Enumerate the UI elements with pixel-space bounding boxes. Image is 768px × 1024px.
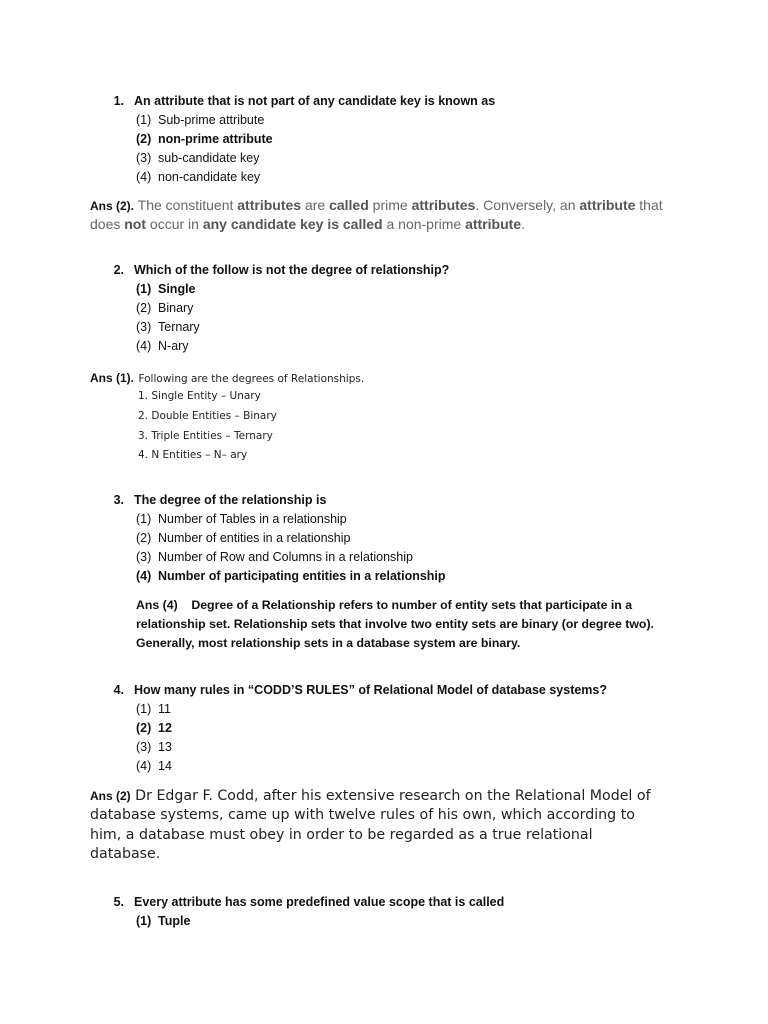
option-text: Single <box>158 282 196 296</box>
question-number: 3. <box>113 493 124 507</box>
answer-label: Ans (2). <box>90 199 135 213</box>
question-number: 1. <box>113 94 124 108</box>
option-number: (4) <box>136 170 152 184</box>
answer-list-item: 3. Triple Entities – Ternary <box>138 430 273 442</box>
question-3 <box>104 493 326 507</box>
option-text: Ternary <box>158 320 200 334</box>
option-text: Number of Tables in a relationship <box>158 512 347 526</box>
answer-text: called <box>329 197 369 213</box>
option-number: (3) <box>136 151 152 165</box>
option-number: (3) <box>136 320 152 334</box>
question-number: 5. <box>113 895 124 909</box>
answer-4-line <box>90 787 651 805</box>
option-text: Binary <box>158 301 194 315</box>
answer-list-item: 4. N Entities – N– ary <box>138 449 248 461</box>
answer-text: are <box>301 197 330 213</box>
option-number: (1) <box>136 914 152 928</box>
option-number: (1) <box>136 282 152 296</box>
option-text: 14 <box>158 759 172 773</box>
answer-4-line: him, a database must obey in order to be regarded as a true relational <box>90 827 593 843</box>
option <box>136 113 264 127</box>
option <box>136 702 171 716</box>
option <box>136 320 200 334</box>
option-selected <box>136 569 446 583</box>
option-number: (1) <box>136 702 152 716</box>
answer-list-item: 1. Single Entity – Unary <box>138 390 261 402</box>
answer-text: . <box>521 216 525 232</box>
question-text: Which of the follow is not the degree of relationship? <box>134 263 450 277</box>
option-number: (4) <box>136 339 152 353</box>
answer-1-line-2 <box>90 216 525 232</box>
option <box>136 170 260 184</box>
option-number: (4) <box>136 759 152 773</box>
option-number: (2) <box>136 132 152 146</box>
option-text: 11 <box>158 702 171 716</box>
option-selected <box>136 282 196 296</box>
option <box>136 914 190 928</box>
answer-1-line-1 <box>90 197 663 215</box>
option-text: Number of Row and Columns in a relationship <box>158 550 413 564</box>
question-text: An attribute that is not part of any candidate key is known as <box>134 94 496 108</box>
option <box>136 512 347 526</box>
question-number: 4. <box>113 683 124 697</box>
option-text: N-ary <box>158 339 189 353</box>
answer-text: Following are the degrees of Relationships. <box>138 373 365 385</box>
option-text: non-prime attribute <box>158 132 273 146</box>
answer-text: attributes <box>411 197 476 213</box>
option-selected <box>136 132 273 146</box>
answer-label: Ans (2) <box>90 789 131 803</box>
answer-text: Dr Edgar F. Codd, after his extensive research on the Relational Model of <box>130 788 651 804</box>
option <box>136 339 189 353</box>
answer-text: attribute <box>579 197 636 213</box>
option <box>136 301 193 315</box>
answer-text: The constituent <box>134 197 238 213</box>
option <box>136 740 172 754</box>
option <box>136 759 172 773</box>
option-text: Number of participating entities in a relationship <box>158 569 446 583</box>
option-number: (1) <box>136 113 152 127</box>
answer-text: . Conversely, an <box>475 197 580 213</box>
answer-text: attributes <box>237 197 302 213</box>
option-text: Sub-prime attribute <box>158 113 265 127</box>
answer-label: Ans (1). <box>90 371 135 385</box>
answer-text: that <box>635 197 663 213</box>
option-number: (2) <box>136 301 152 315</box>
option <box>136 550 413 564</box>
answer-3-line: Generally, most relationship sets in a database system are binary. <box>136 636 521 650</box>
option-number: (3) <box>136 550 152 564</box>
option-text: 12 <box>158 721 172 735</box>
question-text: How many rules in “CODD’S RULES” of Relational Model of database systems? <box>134 683 608 697</box>
option-text: Number of entities in a relationship <box>158 531 351 545</box>
answer-3-line: Ans (4) Degree of a Relationship refers to number of entity sets that participate in a <box>136 598 633 612</box>
answer-text: not <box>124 216 147 232</box>
answer-text: occur in <box>146 216 203 232</box>
question-4 <box>104 683 607 697</box>
option <box>136 531 350 545</box>
answer-2 <box>90 369 364 387</box>
answer-text: any candidate key is called <box>202 216 383 232</box>
question-1 <box>104 94 495 108</box>
answer-3-line: relationship set. Relationship sets that involve two entity sets are binary (or degree two). <box>136 617 654 631</box>
question-5 <box>104 895 504 909</box>
option-number: (2) <box>136 531 152 545</box>
answer-4-line: database. <box>90 846 161 862</box>
option-number: (4) <box>136 569 152 583</box>
option-text: Tuple <box>158 914 191 928</box>
option-number: (2) <box>136 721 152 735</box>
answer-4-line: database systems, came up with twelve rules of his own, which according to <box>90 807 635 823</box>
answer-text: does <box>90 216 125 232</box>
answer-list-item: 2. Double Entities – Binary <box>138 410 277 422</box>
question-number: 2. <box>113 263 124 277</box>
answer-text: prime <box>368 197 412 213</box>
option-selected <box>136 721 172 735</box>
option <box>136 151 259 165</box>
option-text: sub-candidate key <box>158 151 260 165</box>
option-text: 13 <box>158 740 172 754</box>
question-text: Every attribute has some predefined value scope that is called <box>134 895 505 909</box>
question-text: The degree of the relationship is <box>134 493 327 507</box>
option-text: non-candidate key <box>158 170 261 184</box>
option-number: (3) <box>136 740 152 754</box>
answer-text: a non-prime <box>382 216 466 232</box>
question-2 <box>104 263 449 277</box>
answer-text: attribute <box>465 216 522 232</box>
option-number: (1) <box>136 512 152 526</box>
